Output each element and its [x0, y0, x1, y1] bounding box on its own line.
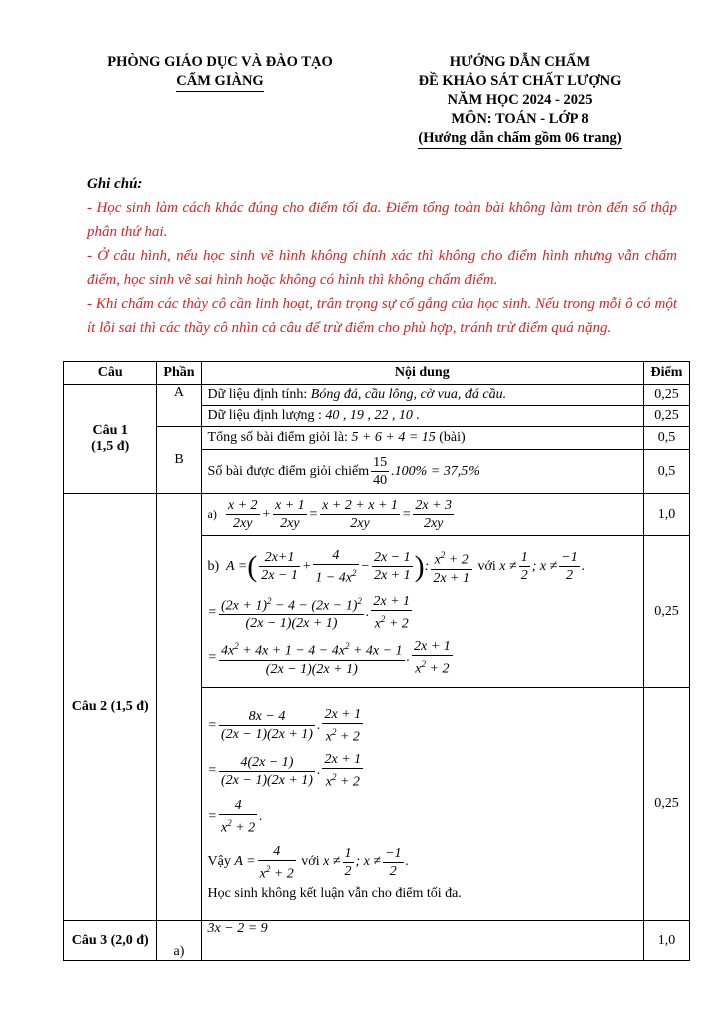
score-cell: 1,0	[644, 921, 690, 961]
table-cell: b) A = ( $\frac{2x+1}{2x - 1}$ + $\frac{4}{1 - 4x^2}$ − $\frac{2x - 1}{2x + 1}$ ) : $\frac{x^2 + 2}{2x + 1}$ với x ≠ $\frac{1}{2}$ ; x ≠ $\frac{-1}{2}$ . = $\frac{(2x + 1)^2 - 4 - (2x - 1)^2}{(2x - 1)(2x + 1)}$ . $\frac{2x + 1}{x^2 + 2}$ = $\frac{4x^2 + 4x + 1 - 4 - 4x^2 + 4x - 1}{(2x - 1)(2x + 1)}$ . $\frac{2x + 1}{x^2 + 2}$	[201, 536, 643, 688]
table-cell: a) $\frac{x + 2}{2xy}$ + $\frac{x + 1}{2xy}$ = $\frac{x + 2 + x + 1}{2xy}$ = $\frac{2x + 3}{2xy}$	[201, 494, 643, 536]
score-cell: 0,25	[644, 406, 690, 427]
cau3-part-a: a)	[157, 921, 201, 961]
cell-italic: 40 , 19 , 22 , 10 .	[325, 408, 420, 423]
page-count-note: (Hướng dẫn chấm gồm 06 trang)	[418, 129, 621, 149]
cell-math: 3x − 2 = 9	[207, 921, 268, 936]
frac-num: 15	[373, 455, 388, 470]
table-cell	[201, 406, 643, 427]
cau1-points: (1,5 đ)	[91, 439, 130, 454]
score-cell: 0,25	[644, 536, 690, 688]
cell-text: (bài)	[435, 430, 466, 445]
cau3-cell: Câu 3 (2,0 đ)	[64, 921, 157, 961]
cell-text: Dữ liệu định tính:	[207, 387, 311, 402]
note-item: - Học sinh làm cách khác đúng cho điểm tối đa. Điểm tổng toàn bài không làm tròn đến số thập phân thứ hai.	[87, 200, 677, 240]
score-cell: 0,5	[644, 427, 690, 450]
table-row	[64, 921, 690, 961]
cau2-cell: Câu 2 (1,5 đ)	[64, 494, 157, 921]
notes-title: Ghi chú:	[87, 176, 143, 192]
subject: MÔN: TOÁN - LỚP 8	[451, 111, 589, 127]
district-name: CẨM GIÀNG	[176, 72, 263, 92]
cau1-label: Câu 1	[92, 423, 128, 438]
part-b-label: b)	[207, 558, 220, 574]
conclusion-note: Học sinh không kết luận vẫn cho điểm tối đa.	[207, 886, 462, 902]
table-row	[64, 427, 690, 450]
department-name: PHÒNG GIÁO DỤC VÀ ĐÀO TẠO	[107, 54, 333, 70]
col-header-phan: Phần	[157, 362, 201, 385]
cell-math: 5 + 6 + 4 = 15	[351, 430, 436, 445]
text-vay: Vậy	[207, 854, 231, 870]
note-item: - Khi chấm các thày cô cần linh hoạt, trân trọng sự cố gắng của học sinh. Nếu trong mỗi ô có một ít lỗi sai thì các thầy cô nhìn cả câu để trừ điểm cho phù hợp, tránh trừ điểm quá nặng.	[87, 296, 677, 336]
col-header-cau: Câu	[64, 362, 157, 385]
table-cell	[201, 921, 643, 961]
exam-title: ĐỀ KHẢO SÁT CHẤT LƯỢNG	[418, 73, 622, 89]
table-cell	[201, 427, 643, 450]
cell-text: Số bài được điểm giỏi chiếm	[207, 463, 370, 479]
note-item: - Ở câu hình, nếu học sinh vẽ hình không chính xác thì không cho điểm hình nhưng vẫn chấm điểm, học sinh vẽ sai hình hoặc không có hình thì không chấm điểm.	[87, 248, 677, 288]
score-cell: 0,5	[644, 450, 690, 494]
cell-text: Tổng số bài điểm giỏi là:	[207, 430, 352, 445]
cau1-part-b: B	[157, 427, 201, 494]
header-right	[375, 53, 665, 149]
text-voi: với	[301, 854, 320, 870]
part-a-label: a)	[207, 507, 217, 521]
cell-italic: Bóng đá, cầu lông, cờ vua, đá cầu.	[310, 387, 507, 402]
cell-text: Dữ liệu định lượng :	[207, 408, 326, 423]
table-row	[64, 385, 690, 406]
score-cell: 1,0	[644, 494, 690, 536]
cau1-cell	[64, 385, 157, 494]
table-header-row	[64, 362, 690, 385]
score-cell: 0,25	[644, 688, 690, 921]
table-cell	[201, 450, 643, 494]
table-row	[64, 494, 690, 536]
cau1-part-a: A	[157, 385, 201, 427]
cau2-part-cell	[157, 494, 201, 921]
col-header-diem: Điểm	[644, 362, 690, 385]
notes-section	[87, 172, 677, 340]
fraction	[371, 454, 389, 489]
header-left	[70, 53, 370, 92]
score-cell: 0,25	[644, 385, 690, 406]
col-header-noidung: Nội dung	[201, 362, 643, 385]
school-year: NĂM HỌC 2024 - 2025	[447, 92, 593, 108]
text-voi: với	[477, 558, 496, 574]
table-cell	[201, 385, 643, 406]
cell-math: .100% = 37,5%	[391, 463, 480, 479]
table-cell: = $\frac{8x - 4}{(2x - 1)(2x + 1)}$ . $\frac{2x + 1}{x^2 + 2}$ = $\frac{4(2x - 1)}{(2x - 1)(2x + 1)}$ . $\frac{2x + 1}{x^2 + 2}$ = $\frac{4}{x^2 + 2}$ . Vậy A = $\frac{4}{x^2 + 2}$ với x ≠ $\frac{1}{2}$ ; x ≠ $\frac{-1}{2}$ . Học sinh không kết luận vẫn cho điểm tối đa.	[201, 688, 643, 921]
frac-den: 40	[373, 473, 388, 488]
grading-table	[63, 361, 690, 961]
doc-title: HƯỚNG DẪN CHẤM	[449, 54, 591, 70]
